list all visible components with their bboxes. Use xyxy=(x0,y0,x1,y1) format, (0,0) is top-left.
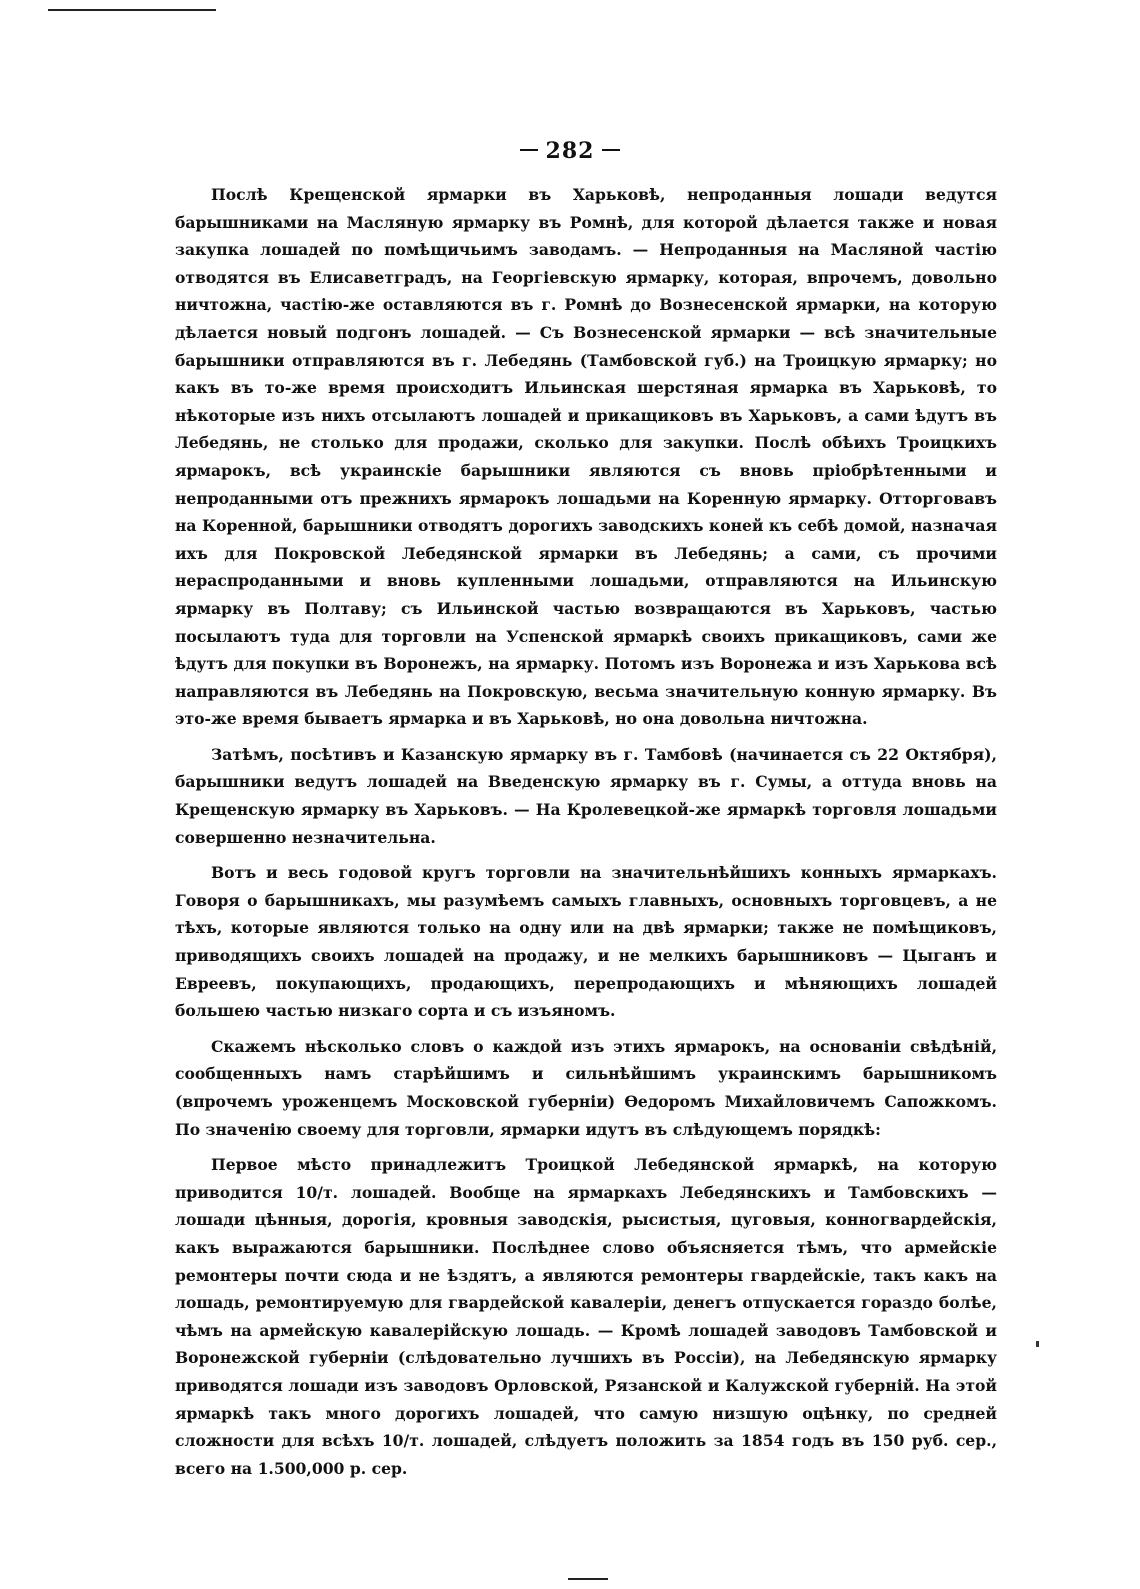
paragraph-1: Послѣ Крещенской ярмарки въ Харьковѣ, непроданныя лошади ведутся барышниками на Масляную ярмарку въ Ромнѣ, для которой дѣлается также и новая закупка лошадей по помѣщичьимъ заводамъ. — Непроданныя на Масляной частію отводятся въ Елисаветградъ, на Георгіевскую ярмарку, которая, впрочемъ, довольно ничтожна, частію-же оставляются въ г. Ромнѣ до Вознесенской ярмарки, на которую дѣлается новый подгонъ лошадей. — Съ Вознесенской ярмарки — всѣ значительные барышники отправляются въ г. Лебедянь (Тамбовской губ.) на Троицкую ярмарку; но какъ въ то-же время происходитъ Ильинская шерстяная ярмарка въ Харьковѣ, то нѣкоторые изъ нихъ отсылаютъ лошадей и прикащиковъ въ Харьковъ, а сами ѣдутъ въ Лебедянь, не столько для продажи, сколько для закупки. Послѣ обѣихъ Троицкихъ ярмарокъ, всѣ украинскіе барышники являются съ вновь пріобрѣтенными и непроданными отъ прежнихъ ярмарокъ лошадьми на Коренную ярмарку. Отторговавъ на Коренной, барышники отводятъ дорогихъ заводскихъ коней къ себѣ домой, назначая ихъ для Покровской Лебедянской ярмарки въ Лебедянь; а сами, съ прочими нераспроданными и вновь купленными лошадьми, отправляются на Ильинскую ярмарку въ Полтаву; съ Ильинской частью возвращаются въ Харьковъ, частью посылаютъ туда для торговли на Успенской ярмаркѣ своихъ прикащиковъ, сами же ѣдутъ для покупки въ Воронежъ, на ярмарку. Потомъ изъ Воронежа и изъ Харькова всѣ направляются въ Лебедянь на Покровскую, весьма значительную конную ярмарку. Въ это-же время бываетъ ярмарка и въ Харьковѣ, но она довольна ничтожна. xyxy=(175,185,997,729)
page-number-dash-right xyxy=(602,149,620,151)
page-number-dash-left xyxy=(520,149,538,151)
paragraph-3: Вотъ и весь годовой кругъ торговли на значительнѣйшихъ конныхъ ярмаркахъ. Говоря о барышникахъ, мы разумѣемъ самыхъ главныхъ, основныхъ торговцевъ, а не тѣхъ, которые являются только на одну или на двѣ ярмарки; также не помѣщиковъ, приводящихъ своихъ лошадей на продажу, и не мелкихъ барышниковъ — Цыганъ и Евреевъ, покупающихъ, продающихъ, перепродающихъ и мѣняющихъ лошадей большею частью низкаго сорта и съ изъяномъ. xyxy=(175,863,997,1021)
top-rule xyxy=(48,9,216,11)
scan-speck xyxy=(1036,1341,1039,1347)
paragraph-2: Затѣмъ, посѣтивъ и Казанскую ярмарку въ г. Тамбовѣ (начинается съ 22 Октября), барышники ведутъ лошадей на Введенскую ярмарку въ г. Сумы, а оттуда вновь на Крещенскую ярмарку въ Харьковъ. — На Кролевецкой-же ярмаркѣ торговля лошадьми совершенно незначительна. xyxy=(175,744,997,847)
paragraph-4: Скажемъ нѣсколько словъ о каждой изъ этихъ ярмарокъ, на основаніи свѣдѣній, сообщенныхъ намъ старѣйшимъ и сильнѣйшимъ украинскимъ барышникомъ (впрочемъ уроженцемъ Московской губерніи) Ѳедоромъ Михайловичемъ Сапожкомъ. По значенію своему для торговли, ярмарки идутъ въ слѣдующемъ порядкѣ: xyxy=(175,1036,997,1139)
page-number-value: 282 xyxy=(545,138,595,164)
bottom-rule xyxy=(568,1578,608,1580)
body-text xyxy=(175,181,997,1490)
paragraph-5: Первое мѣсто принадлежитъ Троицкой Лебедянской ярмаркѣ, на которую приводится 10/т. лошадей. Вообще на ярмаркахъ Лебедянскихъ и Тамбовскихъ — лошади цѣнныя, дорогія, кровныя заводскія, рысистыя, цуговыя, конногвардейскія, какъ выражаются барышники. Послѣднее слово объясняется тѣмъ, что армейскіе ремонтеры почти сюда и не ѣздятъ, а являются ремонтеры гвардейскіе, такъ какъ на лошадь, ремонтируемую для гвардейской кавалеріи, денегъ отпускается гораздо болѣе, чѣмъ на армейскую кавалерійскую лошадь. — Кромѣ лошадей заводовъ Тамбовской и Воронежской губерніи (слѣдовательно лучшихъ въ Россіи), на Лебедянскую ярмарку приводятся лошади изъ заводовъ Орловской, Рязанской и Калужской губерній. На этой ярмаркѣ такъ много дорогихъ лошадей, что самую низшую оцѣнку, по средней сложности для всѣхъ 10/т. лошадей, слѣдуетъ положить за 1854 годъ въ 150 руб. сер., всего на 1.500,000 р. сер. xyxy=(175,1155,997,1478)
page-number xyxy=(0,138,1140,164)
